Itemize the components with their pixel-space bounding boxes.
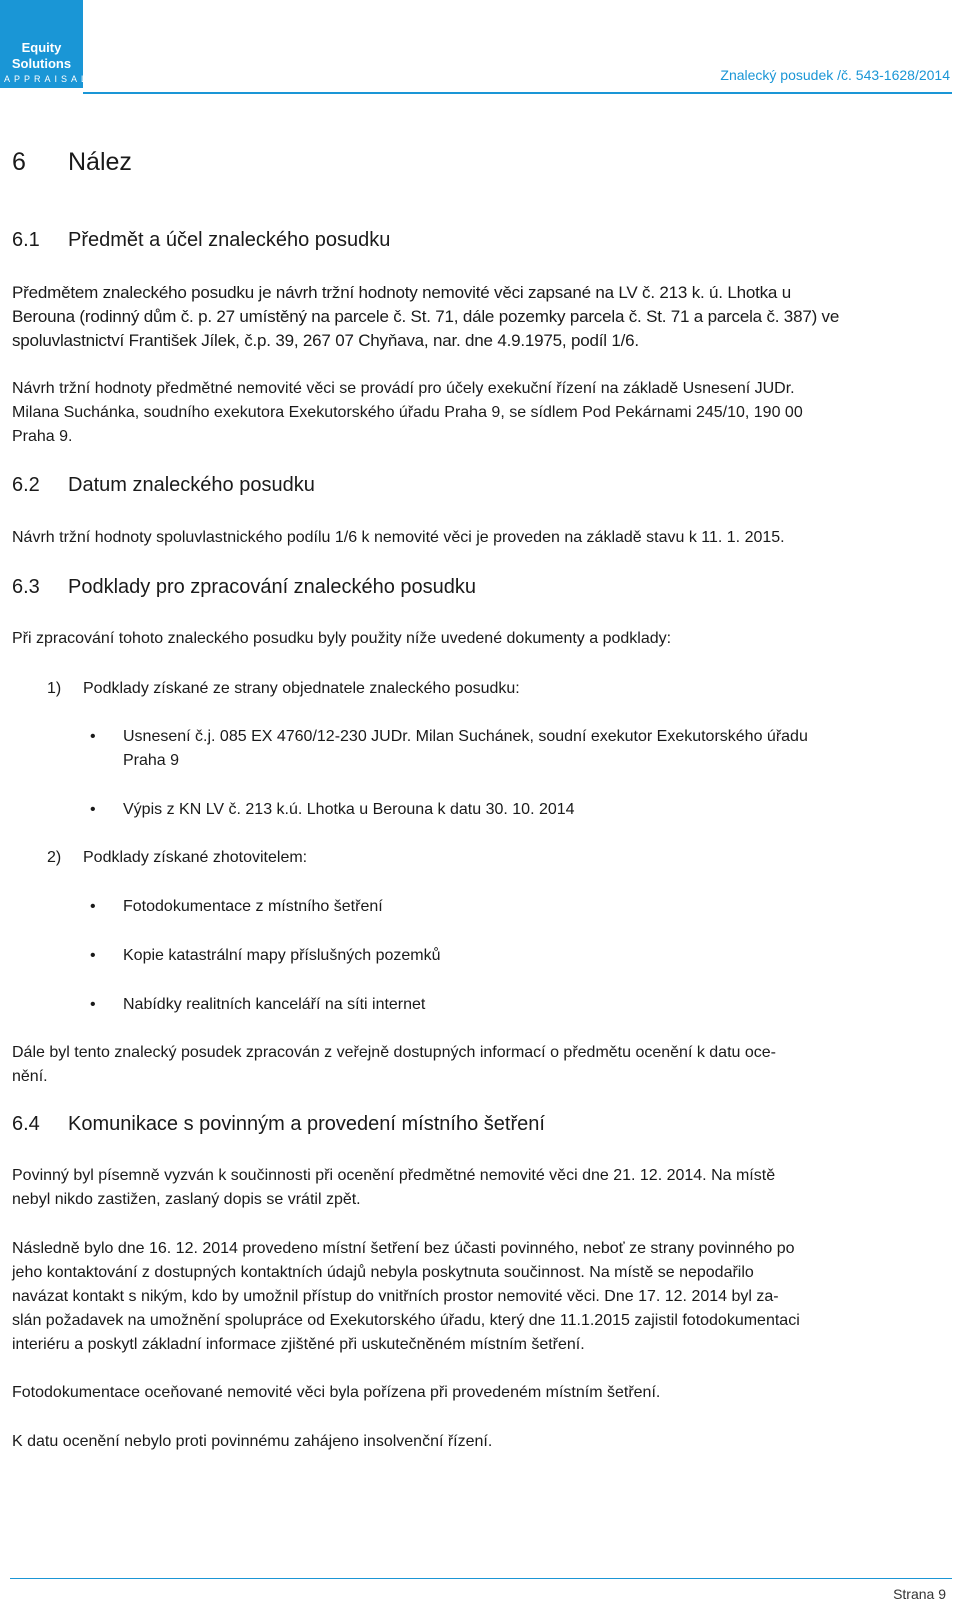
paragraph-line: K datu ocenění nebylo proti povinnému zahájeno insolvenční řízení.: [12, 1433, 493, 1450]
footer-divider: [10, 1578, 952, 1579]
heading-6-4: [12, 1113, 545, 1136]
bullet-icon: •: [90, 801, 96, 818]
list-item: Kopie katastrální mapy příslušných pozemků: [123, 947, 441, 964]
list-item: Nabídky realitních kanceláří na síti internet: [123, 996, 426, 1013]
company-logo: [0, 0, 101, 88]
logo-text-solutions: Solutions: [11, 56, 72, 71]
page-number: Strana 9: [893, 1586, 946, 1602]
document-reference: Znalecký posudek /č. 543-1628/2014: [720, 67, 950, 83]
heading-number: 6.1: [12, 229, 40, 251]
section-title: Nález: [68, 148, 132, 176]
paragraph-line: Berouna (rodinný dům č. p. 27 umístěný na parcele č. St. 71, dále pozemky parcela č. St. 71 a parcela č. 387) ve: [12, 307, 840, 326]
list-title: Podklady získané zhotovitelem:: [83, 849, 308, 866]
list-heading-1: [47, 677, 520, 701]
bullet-icon: •: [90, 898, 96, 915]
paragraph-line: Následně bylo dne 16. 12. 2014 provedeno místní šetření bez účasti povinného, neboť ze strany povinného po: [12, 1240, 795, 1257]
bullet-icon: •: [90, 728, 96, 745]
paragraph-line: Povinný byl písemně vyzván k součinnosti při ocenění předmětné nemovité věci dne 21. 12. 2014. Na místě: [12, 1167, 776, 1184]
header-divider: [83, 92, 952, 94]
paragraph-line: Při zpracování tohoto znaleckého posudku byly použity níže uvedené dokumenty a podklady:: [12, 630, 672, 647]
logo-text-appraisals: APPRAISALS: [4, 74, 101, 84]
heading-6-1: [12, 229, 390, 252]
heading-number: 6.3: [12, 576, 40, 598]
paragraph-line: Milana Suchánka, soudního exekutora Exekutorského úřadu Praha 9, se sídlem Pod Pekárnami 245/10, 190 00: [12, 404, 803, 421]
section-heading: [12, 148, 132, 177]
heading-number: 6.4: [12, 1113, 40, 1135]
list-number: 2): [47, 849, 62, 866]
heading-number: 6.2: [12, 474, 40, 496]
paragraph-line: spoluvlastnictví František Jílek, č.p. 39, 267 07 Chyňava, nar. dne 4.9.1975, podíl 1/6.: [12, 331, 639, 350]
section-number: 6: [12, 148, 26, 176]
paragraph-line: Návrh tržní hodnoty spoluvlastnického podílu 1/6 k nemovité věci je proveden na základě stavu k 11. 1. 2015.: [12, 529, 785, 546]
bullet-icon: •: [90, 947, 96, 964]
heading-title: Předmět a účel znaleckého posudku: [68, 229, 391, 251]
paragraph-line: slán požadavek na umožnění spolupráce od Exekutorského úřadu, který dne 11.1.2015 zajistil fotodokumentaci: [12, 1312, 800, 1329]
bullet-icon: •: [90, 996, 96, 1013]
logo-text-equity: Equity: [21, 40, 62, 55]
paragraph-line: Návrh tržní hodnoty předmětné nemovité věci se provádí pro účely exekuční řízení na základě Usnesení JUDr.: [12, 380, 795, 397]
paragraph-line: navázat kontakt s nikým, kdo by umožnil přístup do vnitřních prostor nemovité věci. Dne 17. 12. 2014 byl za-: [12, 1288, 779, 1305]
list-number: 1): [47, 680, 62, 697]
paragraph-line: jeho kontaktování z dostupných kontaktních údajů nebyla poskytnuta součinnost. Na místě se nepodařilo: [12, 1264, 754, 1281]
paragraph-line: interiéru a poskytl základní informace zjištěné při uskutečněném místním šetření.: [12, 1336, 585, 1353]
heading-title: Komunikace s povinným a provedení místního šetření: [68, 1113, 545, 1135]
list-heading-2: [47, 846, 307, 870]
list-title: Podklady získané ze strany objednatele znaleckého posudku:: [83, 680, 520, 697]
paragraph-line: Předmětem znaleckého posudku je návrh tržní hodnoty nemovité věci zapsané na LV č. 213 k. ú. Lhotka u: [12, 283, 791, 302]
heading-6-2: [12, 474, 315, 497]
paragraph-line: nění.: [12, 1068, 48, 1085]
list-item-continuation: Praha 9: [123, 752, 180, 769]
heading-title: Podklady pro zpracování znaleckého posudku: [68, 576, 477, 598]
paragraph-line: Dále byl tento znalecký posudek zpracován z veřejně dostupných informací o předmětu ocenění k datu oce-: [12, 1044, 776, 1061]
paragraph-line: Fotodokumentace oceňované nemovité věci byla pořízena při provedeném místním šetření.: [12, 1384, 661, 1401]
list-item: Výpis z KN LV č. 213 k.ú. Lhotka u Berouna k datu 30. 10. 2014: [123, 801, 575, 818]
paragraph-line: Praha 9.: [12, 428, 73, 445]
list-item: Fotodokumentace z místního šetření: [123, 898, 383, 915]
paragraph-line: nebyl nikdo zastižen, zaslaný dopis se vrátil zpět.: [12, 1191, 361, 1208]
list-item: Usnesení č.j. 085 EX 4760/12-230 JUDr. Milan Suchánek, soudní exekutor Exekutorského úřadu: [123, 728, 808, 745]
heading-6-3: [12, 576, 476, 599]
heading-title: Datum znaleckého posudku: [68, 474, 315, 496]
